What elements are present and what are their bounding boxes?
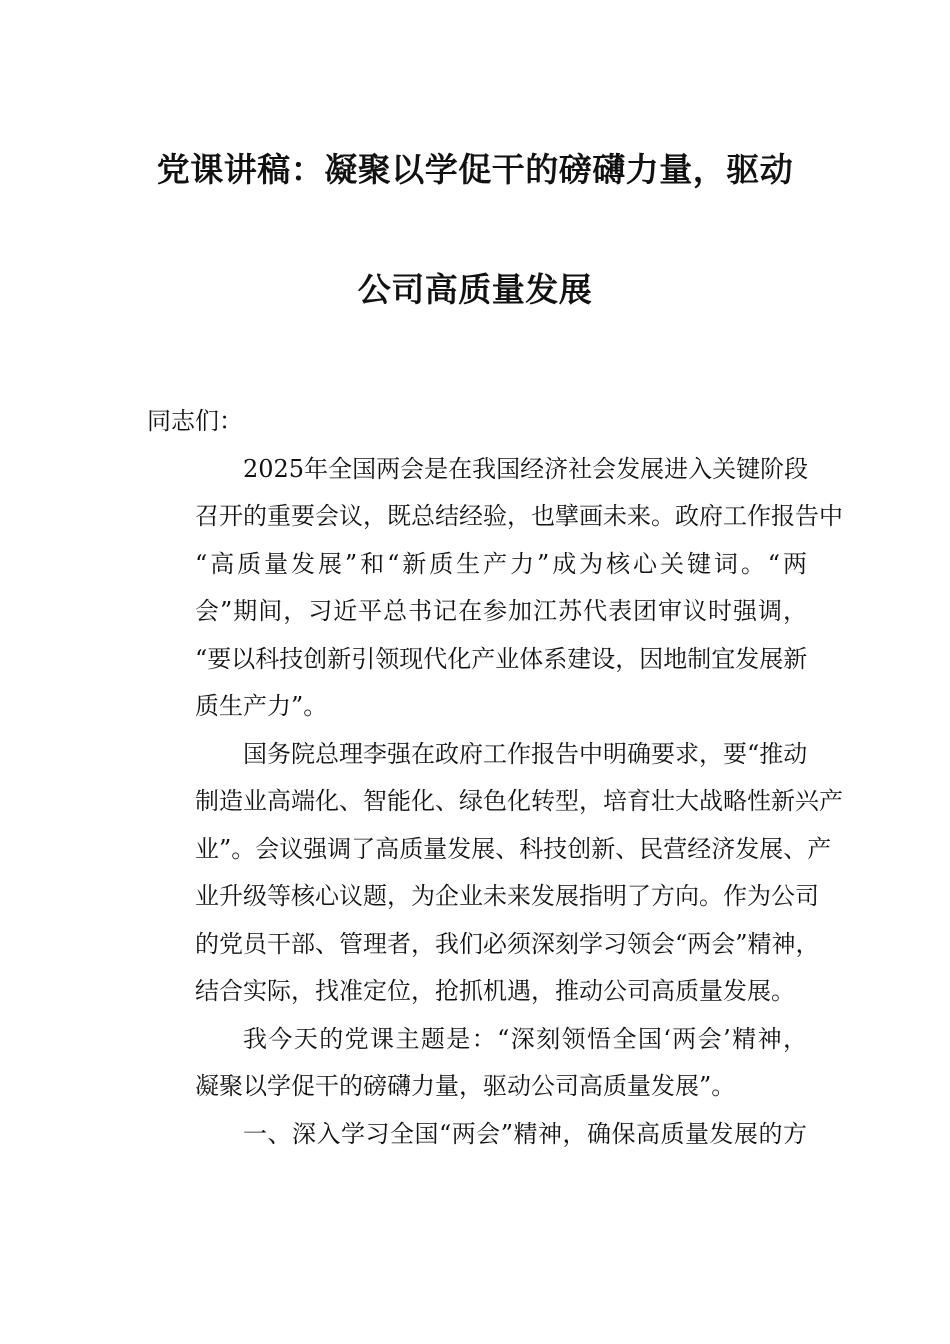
paragraph-3 [147,1016,807,1111]
paragraph-1 [147,446,843,731]
document-body [147,398,843,1158]
salutation-text: 同志们： [147,407,243,435]
paragraph-line: 业升级等核心议题，为企业未来发展指明了方向。作为公司 [195,882,819,910]
paragraph-2 [147,731,843,1016]
section-heading-1 [147,1111,807,1159]
paragraph-line: 制造业高端化、智能化、绿色化转型，培育壮大战略性新兴产 [195,787,843,815]
paragraph-line: “高质量发展”和“新质生产力”成为核心关键词。“两 [195,549,807,578]
paragraph-line: 2025年全国两会是在我国经济社会发展进入关键阶段 [243,454,809,483]
paragraph-line: “要以科技创新引领现代化产业体系建设，因地制宜发展新 [195,644,808,673]
document-title-line-2: 公司高质量发展 [357,270,593,309]
paragraph-line: 会”期间，习近平总书记在参加江苏代表团审议时强调， [195,597,807,625]
section-heading-line: 一、深入学习全国“两会”精神，确保高质量发展的方 [243,1119,807,1148]
paragraph-line: 召开的重要会议，既总结经验，也擘画未来。政府工作报告中 [195,502,843,530]
paragraph-line: 业”。会议强调了高质量发展、科技创新、民营经济发展、产 [195,834,832,863]
paragraph-line: 的党员干部、管理者，我们必须深刻学习领会“两会”精神， [195,929,820,958]
paragraph-line: 结合实际，找准定位，抢抓机遇，推动公司高质量发展。 [195,977,795,1005]
paragraph-line: 我今天的党课主题是：“深刻领悟全国‘两会’精神， [243,1024,807,1053]
salutation [147,398,807,446]
paragraph-line: 凝聚以学促干的磅礴力量，驱动公司高质量发展”。 [195,1072,736,1100]
document-title-line-1: 党课讲稿：凝聚以学促干的磅礴力量，驱动 [156,150,794,189]
paragraph-line: 质生产力”。 [195,692,328,720]
paragraph-line: 国务院总理李强在政府工作报告中明确要求，要“推动 [243,739,808,768]
